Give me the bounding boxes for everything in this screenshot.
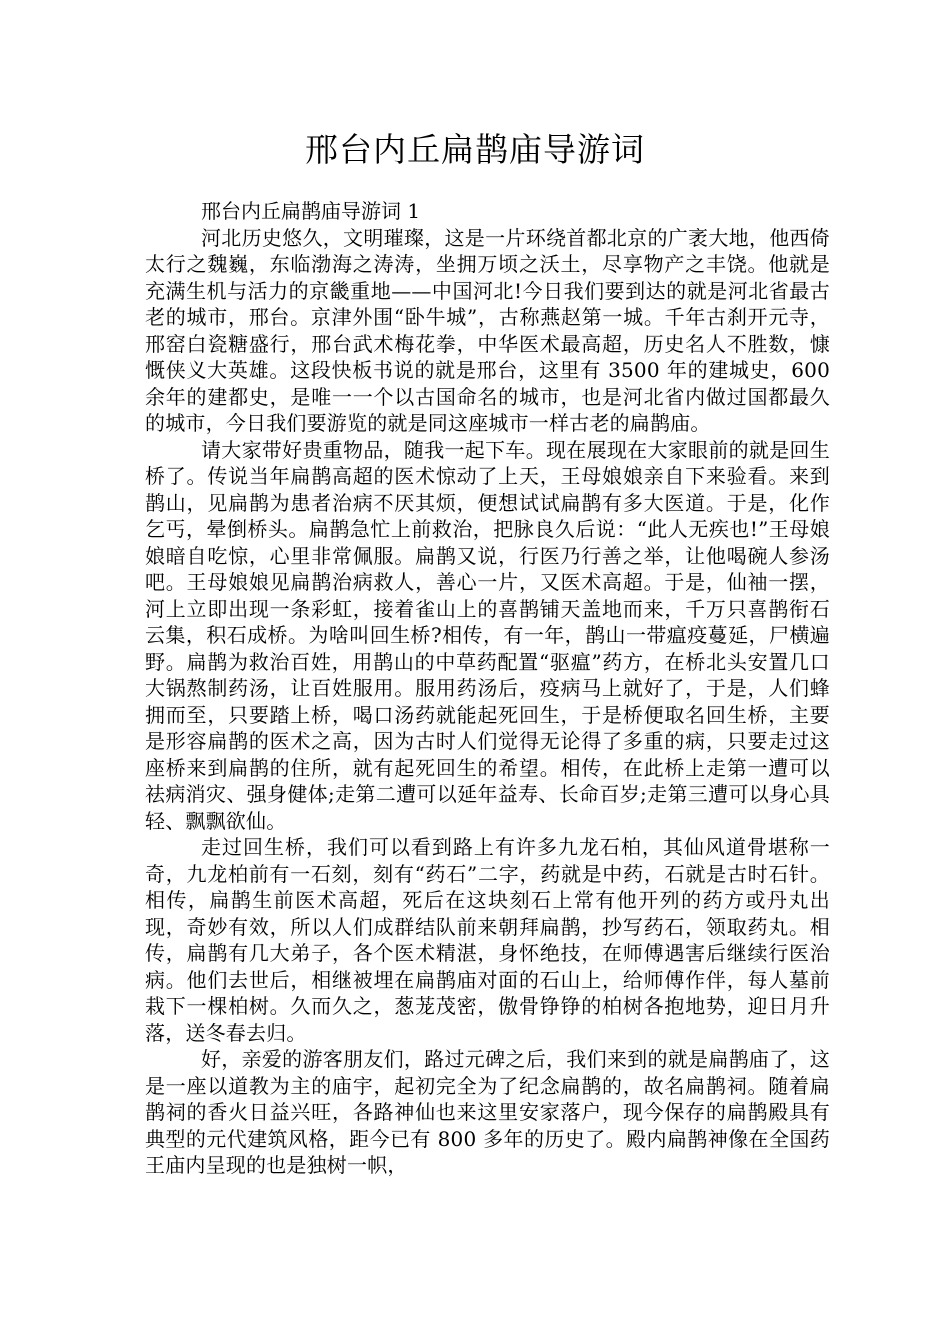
document-body [145, 198, 830, 1179]
document-title: 邢台内丘扁鹊庙导游词 [305, 130, 645, 169]
paragraph-yaoshi-stone: 走过回生桥，我们可以看到路上有许多九龙石柏，其仙风道骨堪称一奇，九龙柏前有一石刻，刻有“药石”二字，药就是中药，石就是古时石针。相传，扁鹊生前医术高超，死后在这块刻石上常有他开列的药方或丹丸出现，奇妙有效，所以人们成群结队前来朝拜扁鹊，抄写药石，领取药丸。相传，扁鹊有几大弟子，各个医术精湛，身怀绝技，在师傅遇害后继续行医治病。他们去世后，相继被埋在扁鹊庙对面的石山上，给师傅作伴，每人墓前栽下一棵柏树。久而久之，葱茏茂密，傲骨铮铮的柏树各抱地势，迎日月升落，送冬春去归。 [145, 835, 830, 1045]
section-heading: 邢台内丘扁鹊庙导游词 1 [201, 199, 421, 223]
paragraph-huisheng-bridge: 请大家带好贵重物品，随我一起下车。现在展现在大家眼前的就是回生桥了。传说当年扁鹊高超的医术惊动了上天，王母娘娘亲自下来验看。来到鹊山，见扁鹊为患者治病不厌其烦，便想试试扁鹊有多大医道。于是，化作乞丐，晕倒桥头。扁鹊急忙上前救治，把脉良久后说：“此人无疾也!”王母娘娘暗自吃惊，心里非常佩服。扁鹊又说，行医乃行善之举，让他喝碗人参汤吧。王母娘娘见扁鹊治病救人，善心一片，又医术高超。于是，仙袖一摆，河上立即出现一条彩虹，接着雀山上的喜鹊铺天盖地而来，千万只喜鹊衔石云集，积石成桥。为啥叫回生桥?相传，有一年，鹊山一带瘟疫蔓延，尸横遍野。扁鹊为救治百姓，用鹊山的中草药配置“驱瘟”药方，在桥北头安置几口大锅熬制药汤，让百姓服用。服用药汤后，疫病马上就好了，于是，人们蜂拥而至，只要踏上桥，喝口汤药就能起死回生，于是桥便取名回生桥，主要是形容扁鹊的医术之高，因为古时人们觉得无论得了多重的病，只要走过这座桥来到扁鹊的住所，就有起死回生的希望。相传，在此桥上走第一遭可以祛病消灾、强身健体;走第二遭可以延年益寿、长命百岁;走第三遭可以身心具轻、飘飘欲仙。 [145, 437, 830, 833]
paragraph-bianque-temple: 好，亲爱的游客朋友们，路过元碑之后，我们来到的就是扁鹊庙了，这是一座以道教为主的庙宇，起初完全为了纪念扁鹊的，故名扁鹊祠。随着扁鹊祠的香火日益兴旺，各路神仙也来这里安家落户，现今保存的扁鹊殿具有典型的元代建筑风格，距今已有 800 多年的历史了。殿内扁鹊神像在全国药王庙内呈现的也是独树一帜， [145, 1047, 830, 1177]
paragraph-intro: 河北历史悠久，文明璀璨，这是一片环绕首都北京的广袤大地，他西倚太行之魏巍，东临渤海之涛涛，坐拥万顷之沃土，尽享物产之丰饶。他就是充满生机与活力的京畿重地——中国河北!今日我们要到达的就是河北省最古老的城市，邢台。京津外围“卧牛城”，古称燕赵第一城。千年古刹开元寺，邢窑白瓷糖盛行，邢台武术梅花拳，中华医术最高超，历史名人不胜数，慷慨侠义大英雄。这段快板书说的就是邢台，这里有 3500 年的建城史，600 余年的建都史，是唯一一个以古国命名的城市，也是河北省内做过国都最久的城市，今日我们要游览的就是同这座城市一样古老的扁鹊庙。 [145, 225, 830, 435]
